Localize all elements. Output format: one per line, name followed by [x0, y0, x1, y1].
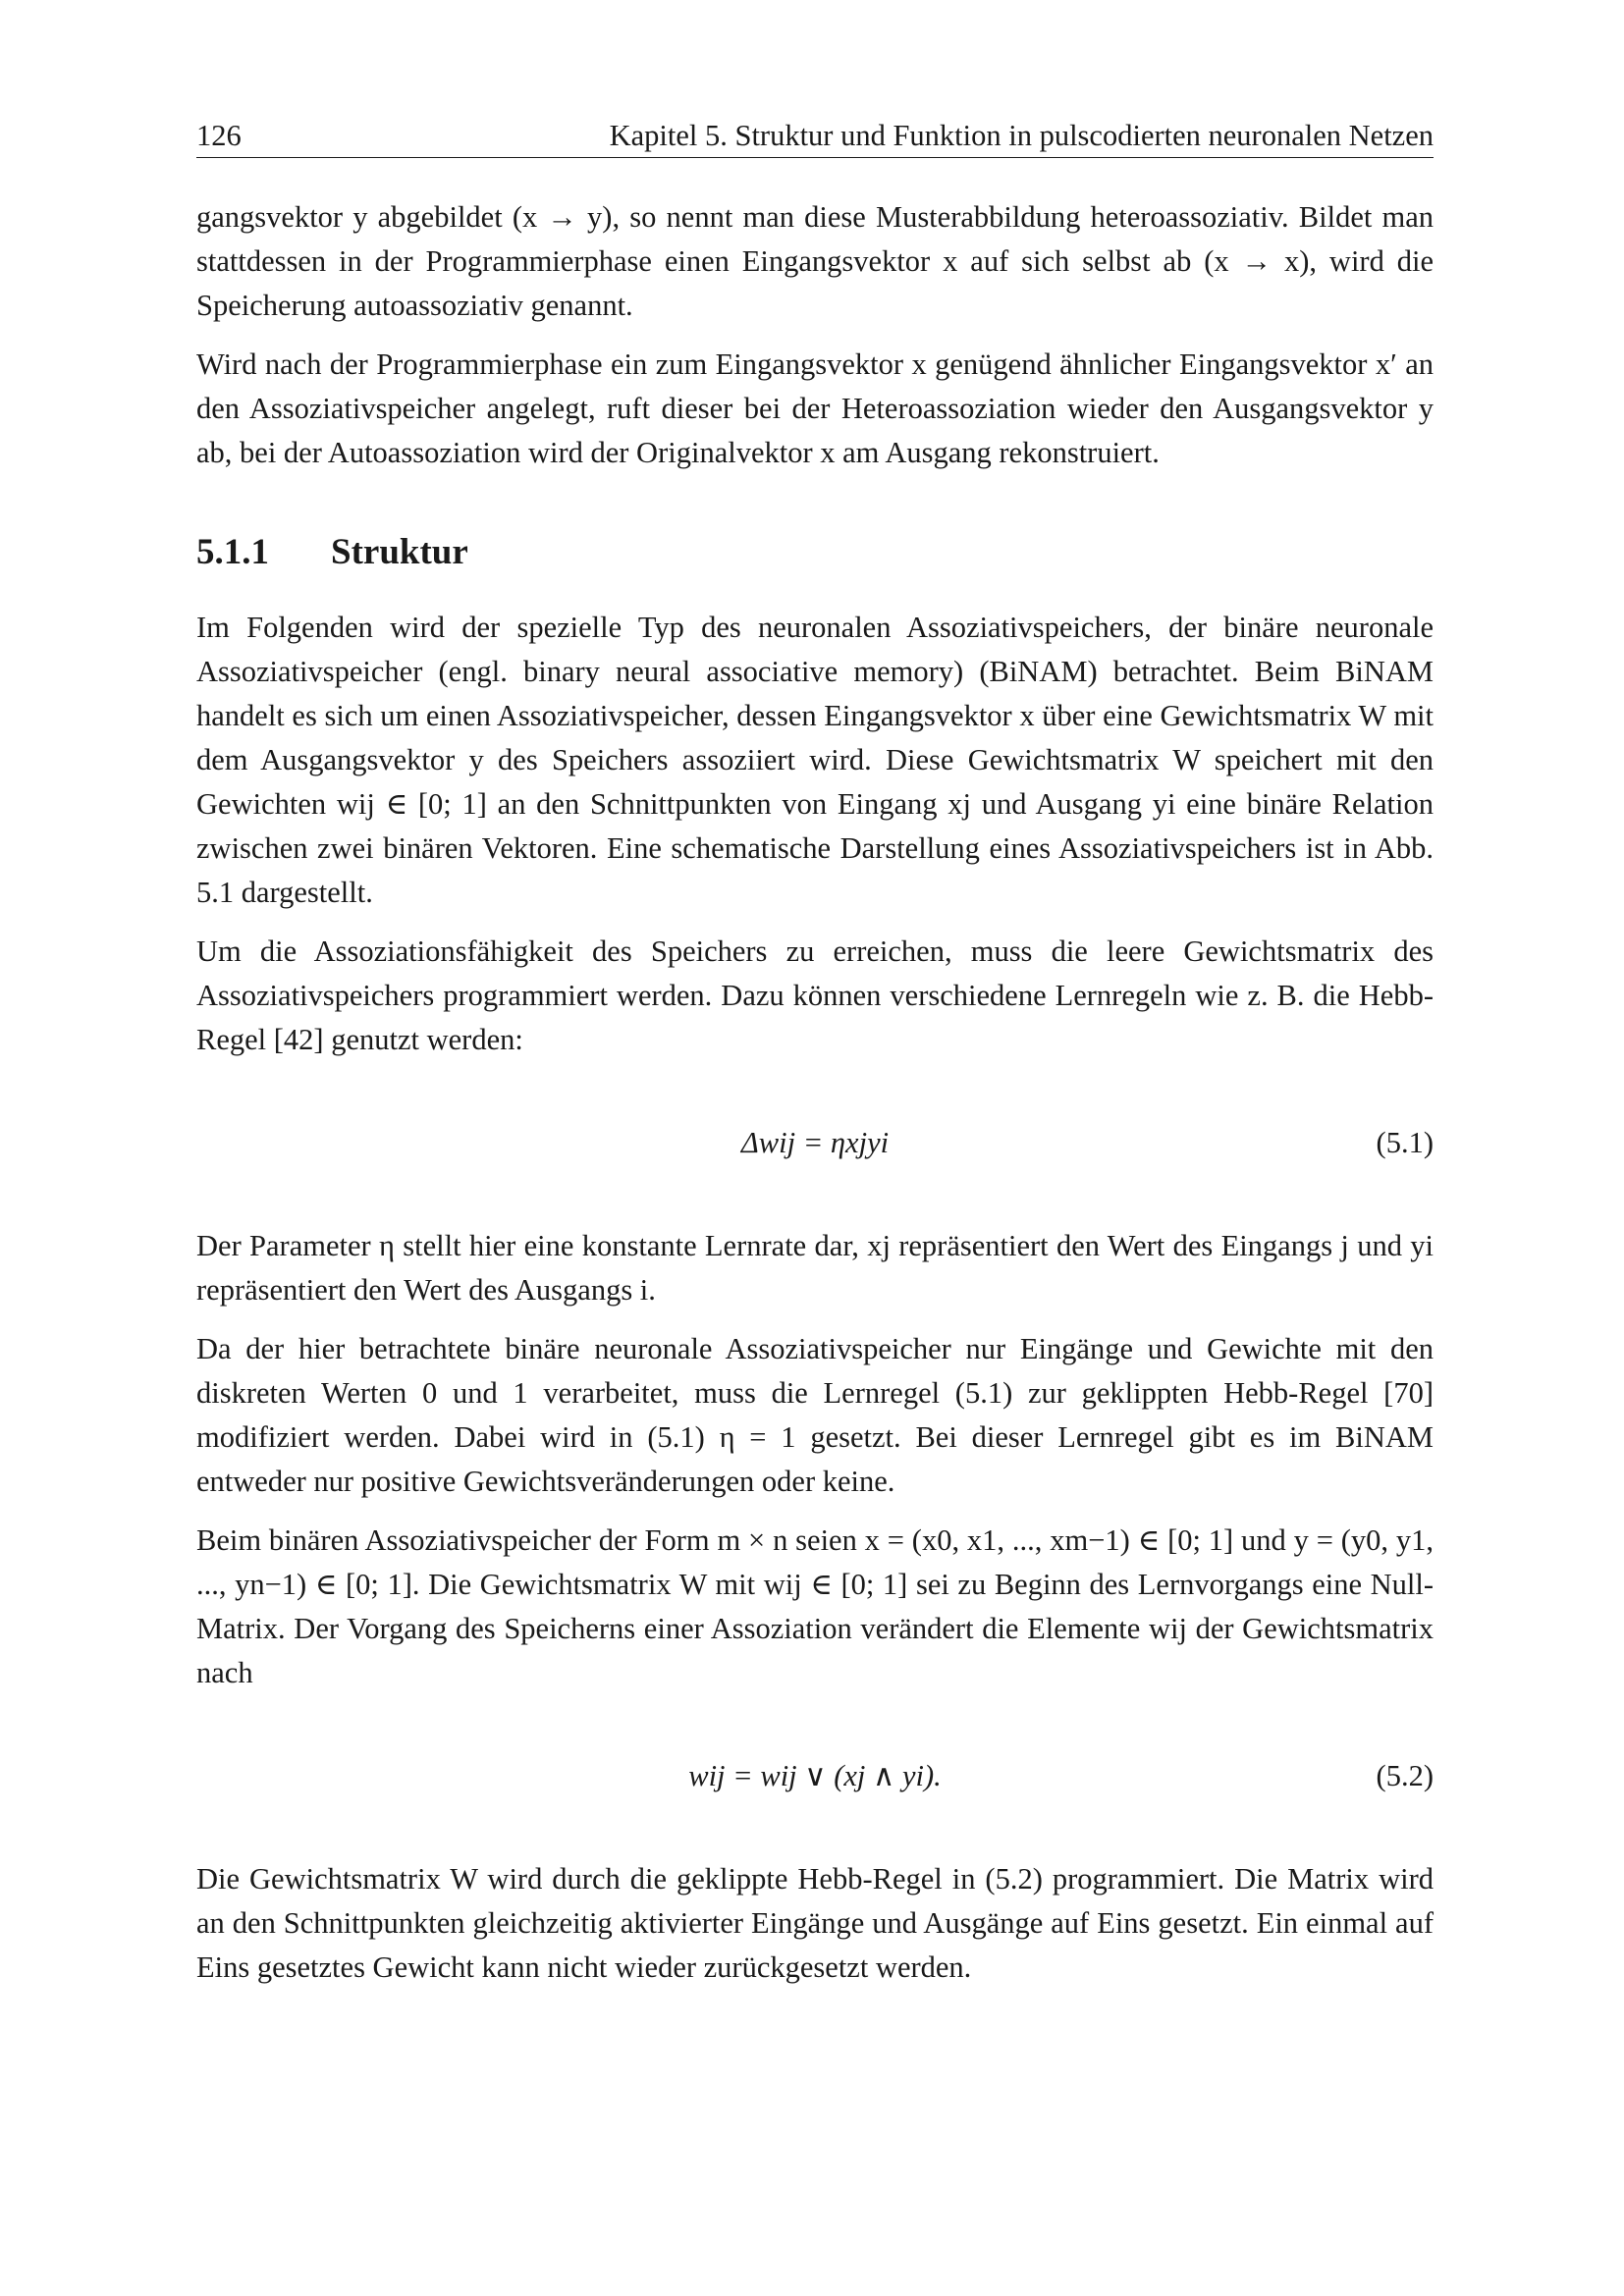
paragraph: gangsvektor y abgebildet (x → y), so nennt man diese Musterabbildung heteroassoziativ. Bildet man stattdessen in der Programmierphase einen Eingangsvektor x auf sich selbst ab (x → x), wird die Speicherung autoassoziativ genannt.: [196, 200, 1434, 322]
equation-5-1: [196, 1121, 1434, 1165]
equation-expression: Δwij = ηxjyi: [740, 1126, 890, 1159]
section-number: 5.1.1: [196, 532, 269, 572]
section-heading: [196, 529, 1434, 576]
paragraph: Um die Assoziationsfähigkeit des Speichers zu erreichen, muss die leere Gewichtsmatrix des Assoziativspeichers programmiert werden. Dazu können verschiedene Lernregeln wie z. B. die Hebb-Regel [42] genutzt werden:: [196, 934, 1434, 1056]
equation-expression: wij = wij ∨ (xj ∧ yi).: [688, 1759, 942, 1792]
chapter-title: Kapitel 5. Struktur und Funktion in pulscodierten neuronalen Netzen: [609, 119, 1434, 152]
page-number: 126: [196, 119, 242, 152]
equation-5-2: [196, 1754, 1434, 1798]
paragraph: Die Gewichtsmatrix W wird durch die geklippte Hebb-Regel in (5.2) programmiert. Die Matrix wird an den Schnittpunkten gleichzeitig aktivierter Eingänge und Ausgänge auf Eins gesetzt. Ein einmal auf Eins gesetztes Gewicht kann nicht wieder zurückgesetzt werden.: [196, 1862, 1434, 1984]
paragraph: Der Parameter η stellt hier eine konstante Lernrate dar, xj repräsentiert den Wert des Eingangs j und yi repräsentiert den Wert des Ausgangs i.: [196, 1229, 1434, 1307]
paragraph: Da der hier betrachtete binäre neuronale Assoziativspeicher nur Eingänge und Gewichte mit den diskreten Werten 0 und 1 verarbeitet, muss die Lernregel (5.1) zur geklippten Hebb-Regel [70] modifiziert werden. Dabei wird in (5.1) η = 1 gesetzt. Bei dieser Lernregel gibt es im BiNAM entweder nur positive Gewichtsveränderungen oder keine.: [196, 1332, 1434, 1498]
paragraph: Wird nach der Programmierphase ein zum Eingangsvektor x genügend ähnlicher Eingangsvektor x′ an den Assoziativspeicher angelegt, ruft dieser bei der Heteroassoziation wieder den Ausgangsvektor y ab, bei der Autoassoziation wird der Originalvektor x am Ausgang rekonstruiert.: [196, 347, 1434, 469]
equation-number: (5.2): [1376, 1759, 1434, 1792]
equation-number: (5.1): [1376, 1126, 1434, 1159]
paragraph: Beim binären Assoziativspeicher der Form m × n seien x = (x0, x1, ..., xm−1) ∈ [0; 1] und y = (y0, y1, ..., yn−1) ∈ [0; 1]. Die Gewichtsmatrix W mit wij ∈ [0; 1] sei zu Beginn des Lernvorgangs eine Null-Matrix. Der Vorgang des Speicherns einer Assoziation verändert die Elemente wij der Gewichtsmatrix nach: [196, 1523, 1434, 1689]
document-page: [196, 116, 1434, 2004]
paragraph: Im Folgenden wird der spezielle Typ des neuronalen Assoziativspeichers, der binäre neuronale Assoziativspeicher (engl. binary neural associative memory) (BiNAM) betrachtet. Beim BiNAM handelt es sich um einen Assoziativspeicher, dessen Eingangsvektor x über eine Gewichtsmatrix W mit dem Ausgangsvektor y des Speichers assoziiert wird. Diese Gewichtsmatrix W speichert mit den Gewichten wij ∈ [0; 1] an den Schnittpunkten von Eingang xj und Ausgang yi eine binäre Relation zwischen zwei binären Vektoren. Eine schematische Darstellung eines Assoziativspeichers ist in Abb. 5.1 dargestellt.: [196, 611, 1434, 909]
section-title: Struktur: [331, 532, 468, 572]
running-head: [196, 116, 1434, 158]
